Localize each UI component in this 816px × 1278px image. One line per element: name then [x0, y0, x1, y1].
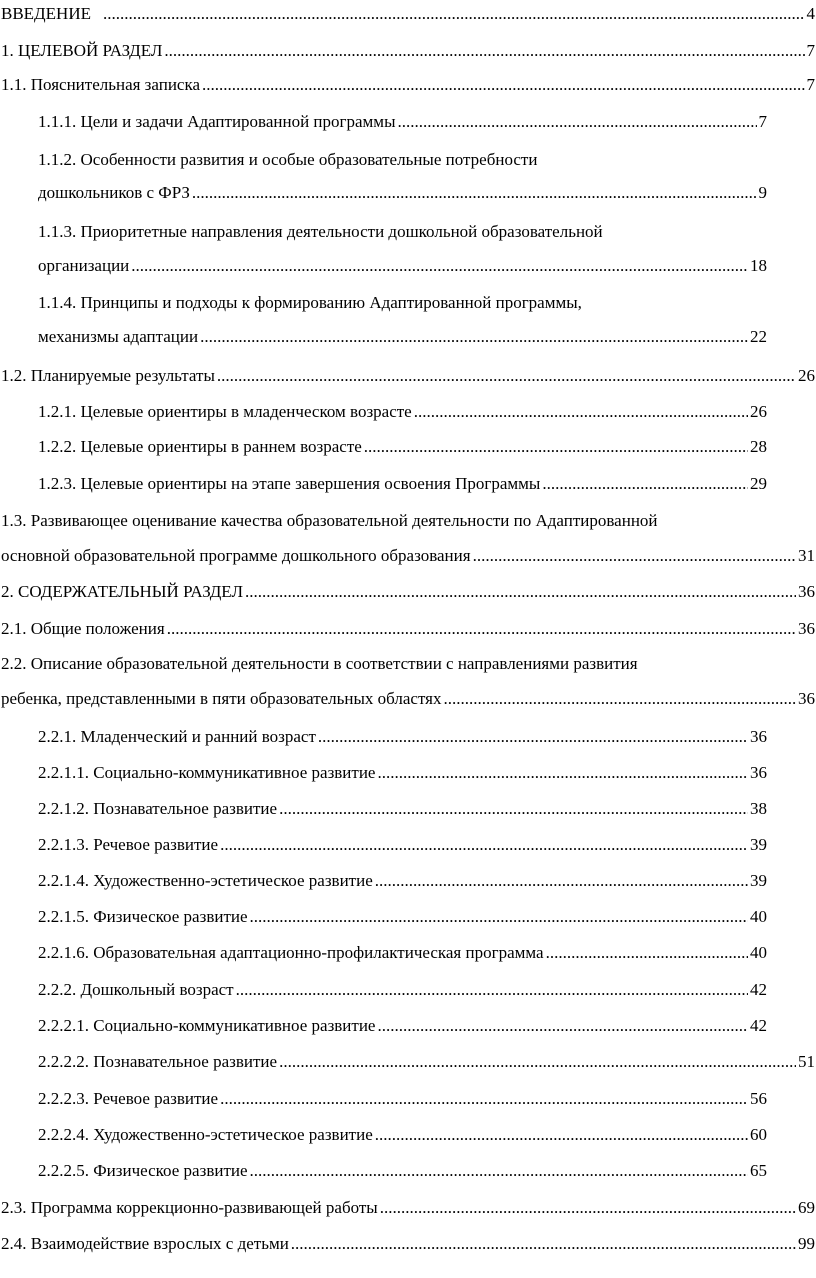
toc-entry-title: 2.2.1.3. Речевое развитие: [38, 835, 219, 854]
toc-entry[interactable]: [1, 689, 815, 709]
toc-leader: [377, 1016, 748, 1036]
toc-leader: [414, 402, 748, 422]
toc-leader: [250, 1161, 748, 1181]
toc-entry[interactable]: [1, 546, 815, 566]
toc-entry-title: 1.2. Планируемые результаты: [1, 366, 215, 385]
toc-leader: [364, 437, 748, 457]
toc-entry-page: 26: [750, 402, 767, 421]
toc-entry-title: ВВЕДЕНИЕ: [1, 4, 91, 23]
toc-entry-page: 39: [750, 871, 767, 890]
toc-entry[interactable]: [38, 907, 767, 927]
toc-entry-title: 2.2.2.3. Речевое развитие: [38, 1089, 219, 1108]
toc-leader: [291, 1234, 796, 1254]
toc-entry-page: 9: [758, 183, 767, 202]
toc-entry-page: 40: [750, 907, 767, 926]
toc-leader: [375, 871, 748, 891]
toc-entry[interactable]: [38, 1016, 767, 1036]
toc-entry-title: организации: [38, 256, 130, 275]
toc-leader: [546, 943, 748, 963]
toc-leader: [375, 1125, 748, 1145]
toc-leader: [220, 835, 748, 855]
toc-entry-title: 1. ЦЕЛЕВОЙ РАЗДЕЛ: [1, 41, 163, 60]
toc-entry[interactable]: [38, 1161, 767, 1181]
toc-leader: [167, 619, 796, 639]
toc-entry[interactable]: [38, 980, 767, 1000]
toc-entry-page: 40: [750, 943, 767, 962]
toc-leader: [245, 582, 796, 602]
toc-leader: [103, 4, 805, 24]
toc-leader: [217, 366, 796, 386]
toc-leader: [473, 546, 796, 566]
toc-entry-title: дошкольников с ФРЗ: [38, 183, 190, 202]
toc-entry[interactable]: [38, 943, 767, 963]
toc-leader: [131, 256, 748, 276]
toc-entry-title: 2.2.2.5. Физическое развитие: [38, 1161, 248, 1180]
toc-entry-title: 2.2.1.6. Образовательная адаптационно-профилактическая программа: [38, 943, 544, 962]
toc-entry[interactable]: [38, 256, 767, 276]
toc-entry-page: 36: [750, 727, 767, 746]
toc-entry[interactable]: [38, 183, 767, 203]
toc-entry-page: 36: [798, 689, 815, 708]
toc-leader: [164, 41, 804, 61]
toc-entry-title: 2.2.1.5. Физическое развитие: [38, 907, 248, 926]
toc-entry-page: 56: [750, 1089, 767, 1108]
toc-leader: [220, 1089, 748, 1109]
toc-entry-page: 39: [750, 835, 767, 854]
toc-leader: [192, 183, 757, 203]
toc-entry[interactable]: [38, 1052, 815, 1072]
toc-entry-page: 4: [806, 4, 815, 23]
toc-entry-title: 2.4. Взаимодействие взрослых с детьми: [1, 1234, 289, 1253]
toc-entry-page: 42: [750, 980, 767, 999]
toc-entry[interactable]: [1, 75, 815, 95]
toc-entry-page: 65: [750, 1161, 767, 1180]
toc-entry-title: 2.2.2.2. Познавательное развитие: [38, 1052, 278, 1071]
toc-entry[interactable]: [38, 799, 767, 819]
toc-leader: [542, 474, 748, 494]
toc-entry-page: 36: [798, 619, 815, 638]
toc-leader: [250, 907, 748, 927]
toc-leader: [236, 980, 748, 1000]
toc-entry-page: 42: [750, 1016, 767, 1035]
toc-entry-page: 28: [750, 437, 767, 456]
toc-entry-page: 7: [806, 41, 815, 60]
toc-entry-page: 7: [806, 75, 815, 94]
toc-entry-title: ребенка, представленными в пяти образовательных областях: [1, 689, 442, 708]
toc-entry-title: 2.1. Общие положения: [1, 619, 165, 638]
toc-entry[interactable]: [1, 1198, 815, 1218]
toc-entry[interactable]: [1, 41, 815, 61]
toc-entry-title: 2.3. Программа коррекционно-развивающей работы: [1, 1198, 378, 1217]
toc-entry-page: 31: [798, 546, 815, 565]
toc-leader: [380, 1198, 796, 1218]
toc-entry-title: 1.1. Пояснительная записка: [1, 75, 201, 94]
toc-entry-title: 1.2.2. Целевые ориентиры в раннем возрасте: [38, 437, 362, 456]
toc-leader: [318, 727, 748, 747]
toc-entry[interactable]: [1, 582, 815, 602]
toc-entry-title-line: 2.2. Описание образовательной деятельности в соответствии с направлениями развития: [1, 654, 638, 673]
toc-entry-page: 99: [798, 1234, 815, 1253]
toc-entry[interactable]: [38, 763, 767, 783]
toc-entry[interactable]: [1, 4, 815, 24]
toc-entry[interactable]: [38, 1089, 767, 1109]
toc-entry-title-line: 1.1.2. Особенности развития и особые образовательные потребности: [38, 150, 538, 169]
toc-entry-page: 29: [750, 474, 767, 493]
toc-entry-page: 18: [750, 256, 767, 275]
toc-entry[interactable]: [1, 619, 815, 639]
toc-entry[interactable]: [1, 366, 815, 386]
toc-entry[interactable]: [38, 112, 767, 132]
toc-leader: [398, 112, 757, 132]
toc-entry-page: 38: [750, 799, 767, 818]
toc-entry[interactable]: [38, 1125, 767, 1145]
toc-entry[interactable]: [1, 1234, 815, 1254]
toc-entry-title-line: 1.3. Развивающее оценивание качества образовательной деятельности по Адаптированной: [1, 511, 658, 530]
toc-entry-title: 2.2.1.2. Познавательное развитие: [38, 799, 278, 818]
toc-leader: [202, 75, 804, 95]
toc-entry-page: 22: [750, 327, 767, 346]
toc-entry-page: 60: [750, 1125, 767, 1144]
toc-entry-title: основной образовательной программе дошкольного образования: [1, 546, 471, 565]
toc-entry-page: 36: [750, 763, 767, 782]
toc-entry[interactable]: [38, 402, 767, 422]
toc-leader: [444, 689, 796, 709]
toc-entry-page: 26: [798, 366, 815, 385]
toc-entry-title: 2.2.2. Дошкольный возраст: [38, 980, 234, 999]
toc-entry-page: 36: [798, 582, 815, 601]
toc-entry-title: 1.2.3. Целевые ориентиры на этапе завершения освоения Программы: [38, 474, 541, 493]
toc-entry-page: 69: [798, 1198, 815, 1217]
toc-entry[interactable]: [38, 474, 767, 494]
toc-entry-page: 51: [798, 1052, 815, 1071]
toc-entry-title-line: 1.1.3. Приоритетные направления деятельности дошкольной образовательной: [38, 222, 603, 241]
toc-entry-title: 2.2.2.1. Социально-коммуникативное развитие: [38, 1016, 376, 1035]
toc-leader: [377, 763, 748, 783]
toc-entry[interactable]: [38, 327, 767, 347]
toc-entry[interactable]: [38, 871, 767, 891]
toc-leader: [200, 327, 748, 347]
toc-entry-title: 1.2.1. Целевые ориентиры в младенческом возрасте: [38, 402, 412, 421]
toc-entry-page: 7: [758, 112, 767, 131]
toc-leader: [279, 1052, 796, 1072]
toc-entry[interactable]: [38, 437, 767, 457]
toc-entry-title: 2.2.1.4. Художественно-эстетическое развитие: [38, 871, 373, 890]
toc-entry[interactable]: [38, 835, 767, 855]
toc-leader: [279, 799, 748, 819]
toc-entry[interactable]: [38, 727, 767, 747]
toc-entry-title: 2.2.1.1. Социально-коммуникативное развитие: [38, 763, 376, 782]
toc-entry-title: механизмы адаптации: [38, 327, 199, 346]
toc-entry-title: 2. СОДЕРЖАТЕЛЬНЫЙ РАЗДЕЛ: [1, 582, 243, 601]
toc-entry-title: 2.2.2.4. Художественно-эстетическое развитие: [38, 1125, 373, 1144]
toc-entry-title: 2.2.1. Младенческий и ранний возраст: [38, 727, 316, 746]
toc-entry-title-line: 1.1.4. Принципы и подходы к формированию Адаптированной программы,: [38, 293, 582, 312]
toc-entry-title: 1.1.1. Цели и задачи Адаптированной программы: [38, 112, 396, 131]
